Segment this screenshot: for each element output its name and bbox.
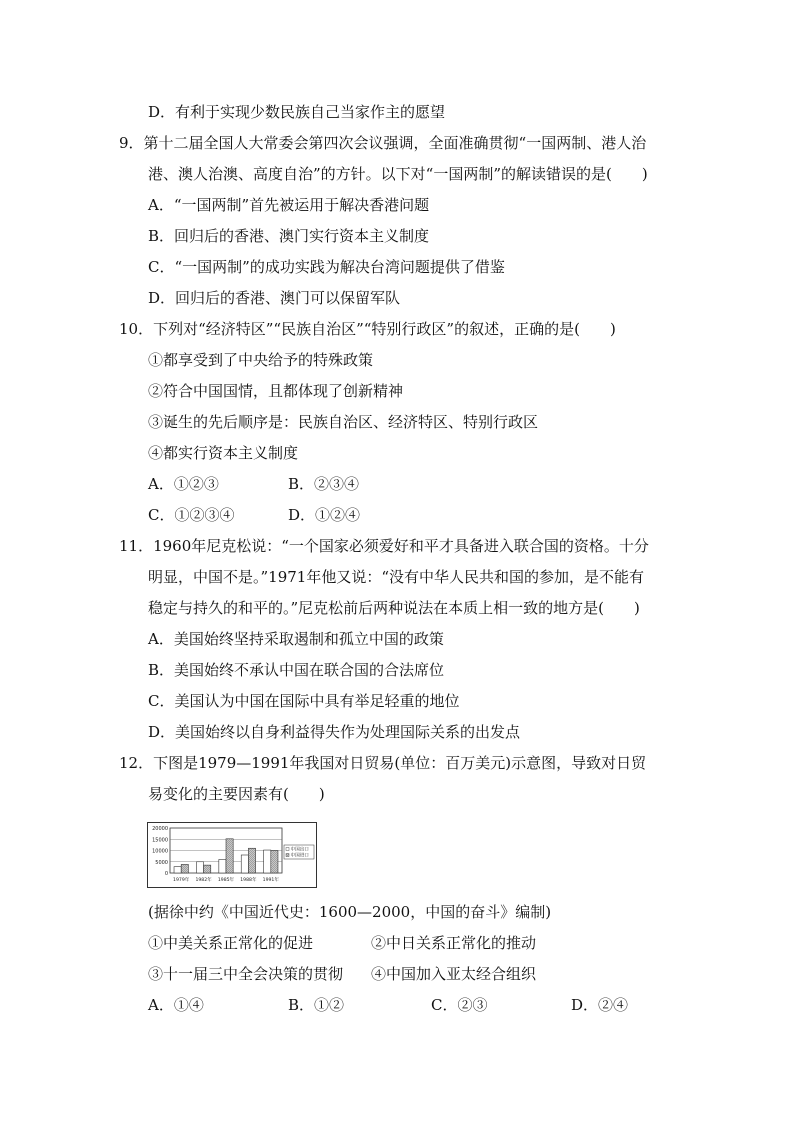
- q12-option-c: C．②③: [431, 996, 488, 1014]
- q10-statement-2: ②符合中国国情，且都体现了创新精神: [148, 382, 404, 400]
- q9-option-b: B．回归后的香港、澳门实行资本主义制度: [148, 227, 430, 245]
- q9-stem-line2: 港、澳人治澳、高度自治”的方针。以下对“一国两制”的解读错误的是( ): [148, 165, 648, 183]
- q12-stem-line2: 易变化的主要因素有( ): [148, 785, 325, 803]
- q10-stem: 10．下列对“经济特区”“民族自治区”“特别行政区”的叙述，正确的是( ): [119, 320, 616, 338]
- q10-option-b: B．②③④: [288, 475, 360, 493]
- bar-export: [241, 855, 248, 873]
- legend-label: 中国进口: [290, 853, 309, 859]
- bar-import: [204, 865, 211, 873]
- q12-statement-3: ③十一届三中全会决策的贯彻: [148, 965, 344, 983]
- bar-import: [248, 848, 255, 873]
- legend-swatch: [286, 848, 289, 851]
- legend-label: 中国出口: [290, 847, 309, 853]
- q12-statement-2: ②中日关系正常化的推动: [371, 934, 537, 952]
- q10-statement-3: ③诞生的先后顺序是：民族自治区、经济特区、特别行政区: [148, 413, 539, 431]
- q9-option-d: D．回归后的香港、澳门可以保留军队: [148, 289, 401, 307]
- q9-option-c: C．“一国两制”的成功实践为解决台湾问题提供了借鉴: [148, 258, 505, 276]
- q12-option-d: D．②④: [571, 996, 629, 1014]
- y-tick-label: 5000: [155, 859, 168, 866]
- q8-option-d: D．有利于实现少数民族自己当家作主的愿望: [148, 103, 446, 121]
- q11-option-b: B．美国始终不承认中国在联合国的合法席位: [148, 661, 445, 679]
- legend-swatch: [286, 854, 289, 857]
- trade-bar-chart: [148, 823, 316, 887]
- q12-statement-1: ①中美关系正常化的促进: [148, 934, 314, 952]
- q10-option-c: C．①②③④: [148, 506, 235, 524]
- bar-export: [196, 862, 203, 873]
- q9-option-a: A．“一国两制”首先被运用于解决香港问题: [148, 196, 430, 214]
- q11-option-c: C．美国认为中国在国际中具有举足轻重的地位: [148, 692, 460, 710]
- x-tick-label: 1988年: [240, 878, 257, 883]
- x-tick-label: 1979年: [173, 878, 190, 883]
- y-tick-label: 0: [164, 871, 168, 877]
- bar-export: [264, 850, 271, 873]
- bar-import: [226, 839, 233, 873]
- q12-option-a: A．①④: [148, 996, 204, 1014]
- q12-option-b: B．①②: [288, 996, 345, 1014]
- q12-stem-line1: 12．下图是1979—1991年我国对日贸易(单位：百万美元)示意图，导致对日贸: [119, 754, 647, 772]
- q11-option-a: A．美国始终坚持采取遏制和孤立中国的政策: [148, 630, 444, 648]
- q10-option-d: D．①②④: [288, 506, 361, 524]
- bar-import: [181, 864, 188, 873]
- q10-statement-4: ④都实行资本主义制度: [148, 444, 299, 462]
- q9-stem-line1: 9．第十二届全国人大常委会第四次会议强调，全面准确贯彻“一国两制、港人治: [119, 134, 647, 152]
- q11-option-d: D．美国始终以自身利益得失作为处理国际关系的出发点: [148, 723, 521, 741]
- x-tick-label: 1991年: [262, 878, 279, 883]
- q11-stem-line1: 11．1960年尼克松说：“一个国家必须爱好和平才具备进入联合国的资格。十分: [119, 537, 649, 555]
- q12-source: (据徐中约《中国近代史：1600—2000，中国的奋斗》编制): [148, 903, 552, 921]
- q12-statement-4: ④中国加入亚太经合组织: [371, 965, 537, 983]
- y-tick-label: 10000: [152, 848, 168, 855]
- q11-stem-line3: 稳定与持久的和平的。”尼克松前后两种说法在本质上相一致的地方是( ): [148, 599, 640, 617]
- q10-statement-1: ①都享受到了中央给予的特殊政策: [148, 351, 374, 369]
- q11-stem-line2: 明显，中国不是。”1971年他又说：“没有中华人民共和国的参加，是不能有: [148, 568, 645, 586]
- q10-option-a: A．①②③: [148, 475, 219, 493]
- trade-chart: [147, 822, 317, 888]
- bar-import: [271, 851, 278, 874]
- x-tick-label: 1985年: [217, 878, 235, 883]
- bar-export: [219, 860, 226, 874]
- x-tick-label: 1982年: [195, 878, 212, 883]
- y-tick-label: 20000: [152, 826, 168, 832]
- bar-export: [174, 867, 181, 873]
- y-tick-label: 15000: [152, 837, 168, 844]
